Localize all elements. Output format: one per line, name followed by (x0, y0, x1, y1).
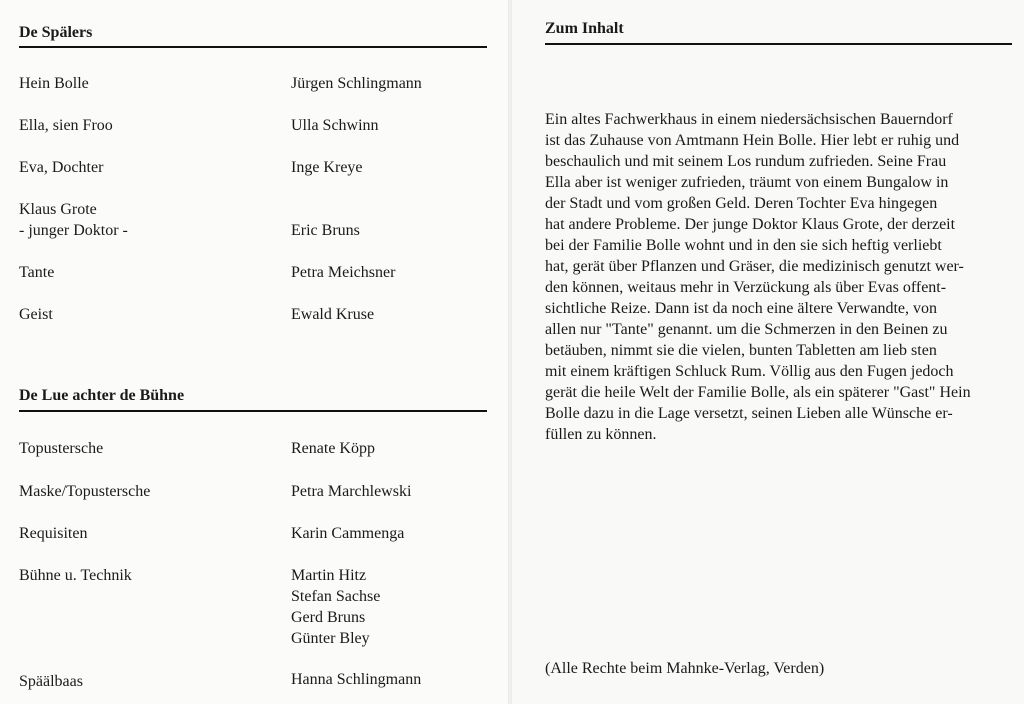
synopsis-line: sichtliche Reize. Dann ist da noch eine ältere Verwandte, von (545, 300, 938, 317)
crew-member: Hanna Schlingmann (291, 671, 422, 688)
cast-role: Tante (19, 264, 55, 281)
cast-heading: De Spälers (19, 24, 93, 41)
synopsis-heading: Zum Inhalt (545, 20, 624, 37)
cast-role: Eva, Dochter (19, 159, 104, 176)
cast-actor: Ulla Schwinn (291, 117, 379, 134)
synopsis-line: Ella aber ist weniger zufrieden, träumt von einem Bungalow in (545, 174, 949, 191)
rights-notice: (Alle Rechte beim Mahnke-Verlag, Verden) (545, 660, 825, 677)
crew-member: Petra Marchlewski (291, 483, 412, 500)
synopsis-line: gerät die heile Welt der Familie Bolle, als ein späterer "Gast" Hein (545, 384, 971, 401)
synopsis-line: der Stadt und vom großen Geld. Deren Tochter Eva hingegen (545, 195, 938, 212)
crew-member: Renate Köpp (291, 440, 375, 457)
synopsis-line: Bolle dazu in die Lage versetzt, seinen Lieben alle Wünsche er- (545, 405, 953, 422)
page-fold (508, 0, 512, 704)
synopsis-line: hat andere Probleme. Der junge Doktor Klaus Grote, der derzeit (545, 216, 956, 233)
crew-role: Bühne u. Technik (19, 567, 132, 584)
crew-heading-rule (19, 410, 487, 412)
cast-role: Hein Bolle (19, 75, 89, 92)
crew-role: Späälbaas (19, 673, 83, 690)
synopsis-line: füllen zu können. (545, 426, 657, 443)
crew-role: Topustersche (19, 440, 104, 457)
cast-actor: Eric Bruns (291, 222, 360, 239)
synopsis-line: allen nur "Tante" genannt. um die Schmerzen in den Beinen zu (545, 321, 948, 338)
crew-role: Maske/Topustersche (19, 483, 151, 500)
synopsis-heading-rule (545, 43, 1012, 45)
crew-member: Martin Hitz Stefan Sachse Gerd Bruns Günter Bley (291, 567, 381, 647)
crew-role: Requisiten (19, 525, 88, 542)
cast-role: Klaus Grote - junger Doktor - (19, 201, 128, 239)
synopsis-line: hat, gerät über Pflanzen und Gräser, die medizinisch genutzt wer- (545, 258, 964, 275)
synopsis-line: den können, weitaus mehr in Verzückung als über Evas offent- (545, 279, 947, 296)
cast-actor: Ewald Kruse (291, 306, 375, 323)
synopsis-line: beschaulich und mit seinem Los rundum zufrieden. Seine Frau (545, 153, 947, 170)
crew-heading: De Lue achter de Bühne (19, 387, 185, 404)
synopsis-line: bei der Familie Bolle wohnt und in den sie sich heftig verliebt (545, 237, 942, 254)
cast-role: Ella, sien Froo (19, 117, 113, 134)
cast-role: Geist (19, 306, 53, 323)
crew-member: Karin Cammenga (291, 525, 405, 542)
synopsis-line: Ein altes Fachwerkhaus in einem niedersächsischen Bauerndorf (545, 111, 953, 128)
cast-actor: Jürgen Schlingmann (291, 75, 422, 92)
left-page (0, 0, 510, 704)
cast-actor: Petra Meichsner (291, 264, 396, 281)
synopsis-line: ist das Zuhause von Amtmann Hein Bolle. Hier lebt er ruhig und (545, 132, 960, 149)
synopsis-text (545, 109, 1005, 445)
synopsis-line: mit einem kräftigen Schluck Rum. Völlig aus den Fugen jedoch (545, 363, 954, 380)
cast-heading-rule (19, 46, 487, 48)
cast-actor: Inge Kreye (291, 159, 363, 176)
synopsis-line: betäuben, nimmt sie die vielen, bunten Tabletten am lieb sten (545, 342, 937, 359)
